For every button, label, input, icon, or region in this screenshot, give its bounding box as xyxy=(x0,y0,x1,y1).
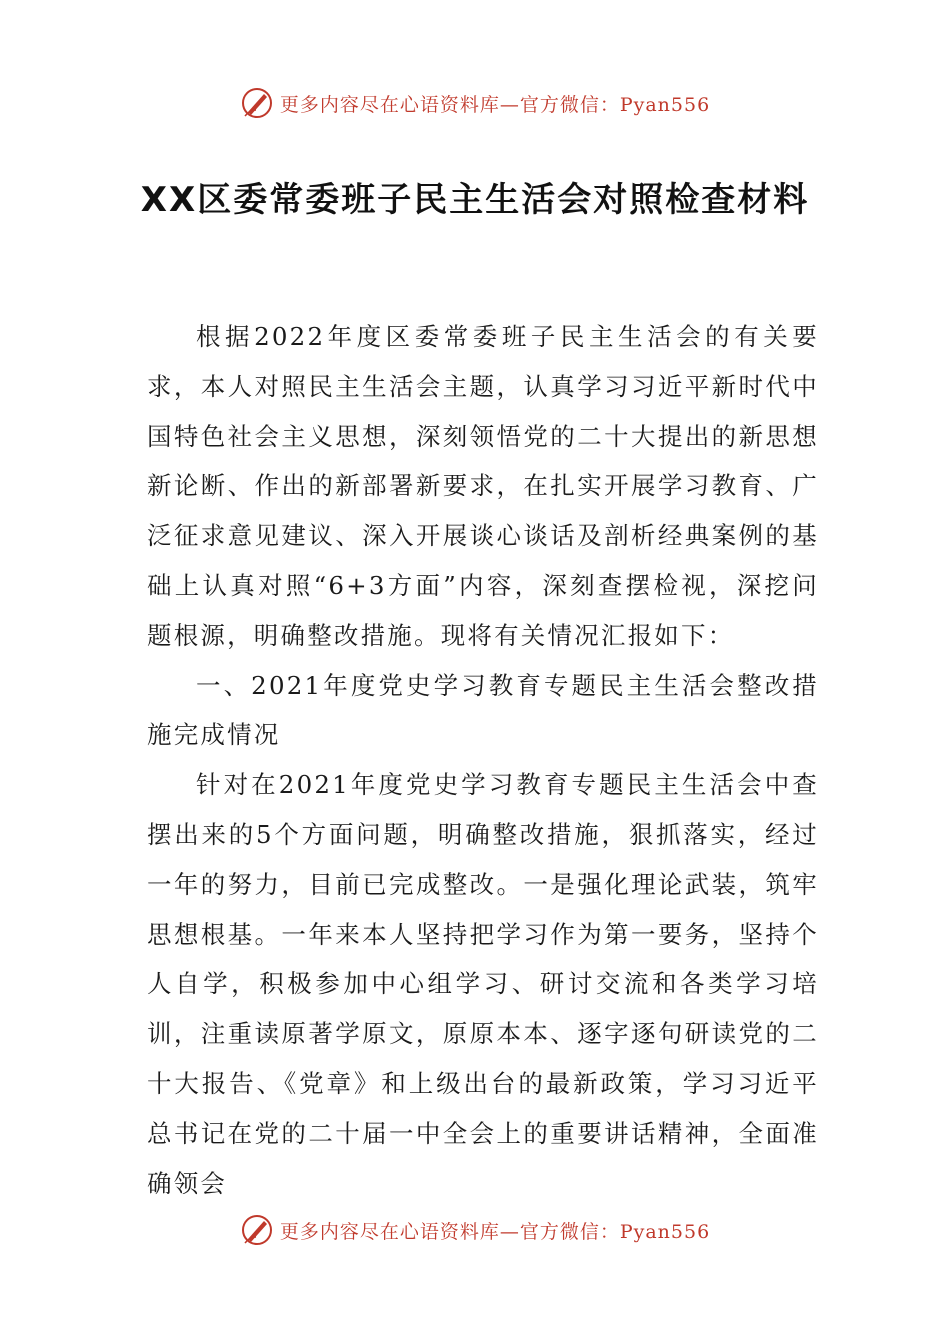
pen-logo-icon xyxy=(240,1213,274,1247)
footer-banner-text: 更多内容尽在心语资料库—官方微信：Pyan556 xyxy=(279,1220,711,1243)
document-title: XX区委常委班子民主生活会对照检查材料 xyxy=(140,180,810,220)
header-banner-text: 更多内容尽在心语资料库—官方微信：Pyan556 xyxy=(279,93,711,116)
paragraph: 根据2022年度区委常委班子民主生活会的有关要求，本人对照民主生活会主题，认真学习习近平新时代中国特色社会主义思想，深刻领悟党的二十大提出的新思想新论断、作出的新部署新要求，在扎实开展学习教育、广泛征求意见建议、深入开展谈心谈话及剖析经典案例的基础上认真对照“6+3方面”内容，深刻查摆检视，深挖问题根源，明确整改措施。现将有关情况汇报如下： xyxy=(147,322,819,650)
footer-banner xyxy=(0,1210,950,1250)
section-heading: 一、2021年度党史学习教育专题民主生活会整改措施完成情况 xyxy=(147,670,819,750)
header-banner xyxy=(0,83,950,123)
pen-logo-icon xyxy=(240,86,274,120)
paragraph: 针对在2021年度党史学习教育专题民主生活会中查摆出来的5个方面问题，明确整改措施，狠抓落实，经过一年的努力，目前已完成整改。一是强化理论武装，筑牢思想根基。一年来本人坚持把学习作为第一要务，坚持个人自学，积极参加中心组学习、研讨交流和各类学习培训，注重读原著学原文，原原本本、逐字逐句研读党的二十大报告、《党章》和上级出台的最新政策，学习习近平总书记在党的二十届一中全会上的重要讲话精神，全面准确领会 xyxy=(147,770,819,1198)
document-body xyxy=(147,312,819,1208)
